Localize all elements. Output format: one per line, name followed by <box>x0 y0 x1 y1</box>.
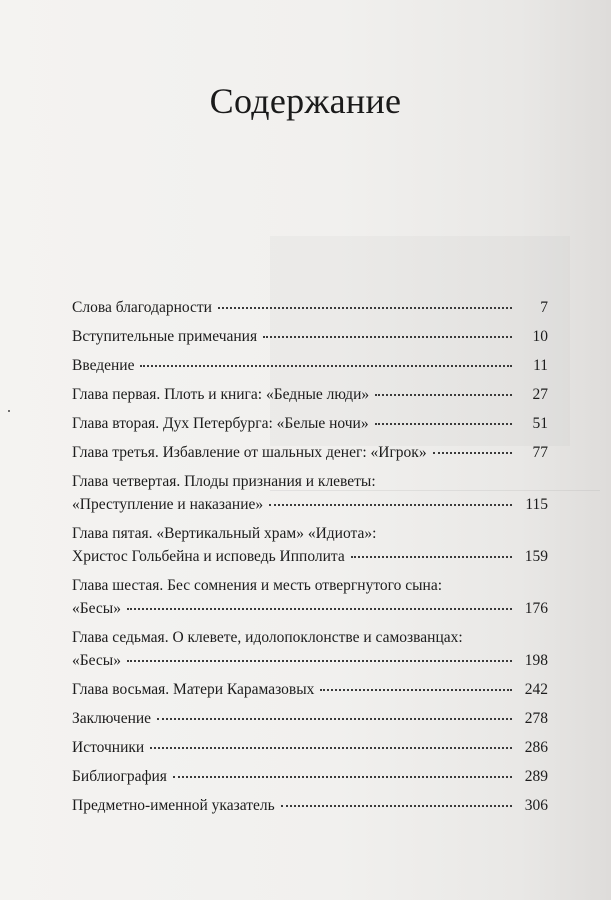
toc-line <box>72 597 548 620</box>
toc-entry-title: «Бесы» <box>72 600 121 617</box>
toc-line <box>72 470 548 493</box>
dot-leader <box>433 452 512 454</box>
dot-leader <box>320 689 512 691</box>
toc-page-number: 159 <box>524 548 548 565</box>
toc-page-number: 176 <box>524 600 548 617</box>
toc-line <box>72 412 548 435</box>
toc-entry <box>72 354 548 377</box>
toc-line <box>72 765 548 788</box>
toc-line <box>72 649 548 672</box>
toc-entry-title: Глава третья. Избавление от шальных денег: «Игрок» <box>72 444 427 461</box>
toc-entry-title: Заключение <box>72 710 152 727</box>
toc-line <box>72 325 548 348</box>
toc-page-number: 27 <box>532 386 548 403</box>
toc-page-number: 51 <box>532 415 548 432</box>
stray-ink-mark <box>8 410 10 412</box>
toc-line <box>72 678 548 701</box>
toc-line <box>72 296 548 319</box>
toc-page-number: 11 <box>533 357 548 374</box>
toc-entry-title: Библиография <box>72 768 167 785</box>
toc-entry <box>72 626 548 672</box>
toc-page-number: 242 <box>524 681 548 698</box>
toc-line <box>72 354 548 377</box>
toc-entry-title: Глава шестая. Бес сомнения и месть отвергнутого сына: <box>72 577 443 594</box>
toc-line <box>72 574 548 597</box>
toc-entry-title: «Бесы» <box>72 652 121 669</box>
toc-entry-title: Глава пятая. «Вертикальный храм» «Идиота»: <box>72 525 377 542</box>
toc-entry <box>72 522 548 568</box>
dot-leader <box>263 336 512 338</box>
toc-page-number: 77 <box>532 444 548 461</box>
dot-leader <box>140 365 512 367</box>
toc-page-number: 286 <box>524 739 548 756</box>
toc-page-number: 115 <box>525 496 548 513</box>
toc-entry-title: Христос Гольбейна и исповедь Ипполита <box>72 548 345 565</box>
toc-page-number: 289 <box>524 768 548 785</box>
toc-page-number: 198 <box>524 652 548 669</box>
toc-line <box>72 493 548 516</box>
dot-leader <box>375 394 512 396</box>
toc-line <box>72 522 548 545</box>
toc-entry <box>72 574 548 620</box>
toc-page-number: 10 <box>532 328 548 345</box>
dot-leader <box>157 718 512 720</box>
toc-line <box>72 794 548 817</box>
dot-leader <box>218 307 512 309</box>
dot-leader <box>127 608 512 610</box>
dot-leader <box>150 747 512 749</box>
toc-entry <box>72 470 548 516</box>
toc-entry-title: Слова благодарности <box>72 299 212 316</box>
toc-entry <box>72 325 548 348</box>
toc-line <box>72 626 548 649</box>
table-of-contents <box>72 296 548 823</box>
toc-entry-title: Вступительные примечания <box>72 328 258 345</box>
toc-line <box>72 707 548 730</box>
toc-entry-title: Глава вторая. Дух Петербурга: «Белые ночи» <box>72 415 369 432</box>
toc-entry <box>72 296 548 319</box>
toc-entry-title: «Преступление и наказание» <box>72 496 264 513</box>
page-title: Содержание <box>209 81 402 121</box>
toc-entry <box>72 678 548 701</box>
toc-line <box>72 545 548 568</box>
toc-entry-title: Предметно-именной указатель <box>72 797 275 814</box>
toc-entry-title: Глава восьмая. Матери Карамазовых <box>72 681 315 698</box>
dot-leader <box>127 660 512 662</box>
toc-line <box>72 736 548 759</box>
dot-leader <box>269 504 512 506</box>
toc-entry <box>72 707 548 730</box>
toc-entry <box>72 794 548 817</box>
toc-entry <box>72 765 548 788</box>
toc-entry <box>72 383 548 406</box>
dot-leader <box>351 556 512 558</box>
toc-page-number: 278 <box>524 710 548 727</box>
toc-page-number: 7 <box>540 299 548 316</box>
toc-entry-title: Введение <box>72 357 135 374</box>
toc-entry-title: Источники <box>72 739 145 756</box>
toc-entry-title: Глава четвертая. Плоды признания и клеветы: <box>72 473 376 490</box>
dot-leader <box>375 423 512 425</box>
toc-entry <box>72 412 548 435</box>
toc-entry-title: Глава первая. Плоть и книга: «Бедные люди» <box>72 386 370 403</box>
toc-line <box>72 441 548 464</box>
toc-entry-title: Глава седьмая. О клевете, идолопоклонстве и самозванцах: <box>72 629 463 646</box>
toc-entry <box>72 736 548 759</box>
dot-leader <box>173 776 512 778</box>
toc-line <box>72 383 548 406</box>
toc-page-number: 306 <box>524 797 548 814</box>
dot-leader <box>281 805 512 807</box>
toc-entry <box>72 441 548 464</box>
